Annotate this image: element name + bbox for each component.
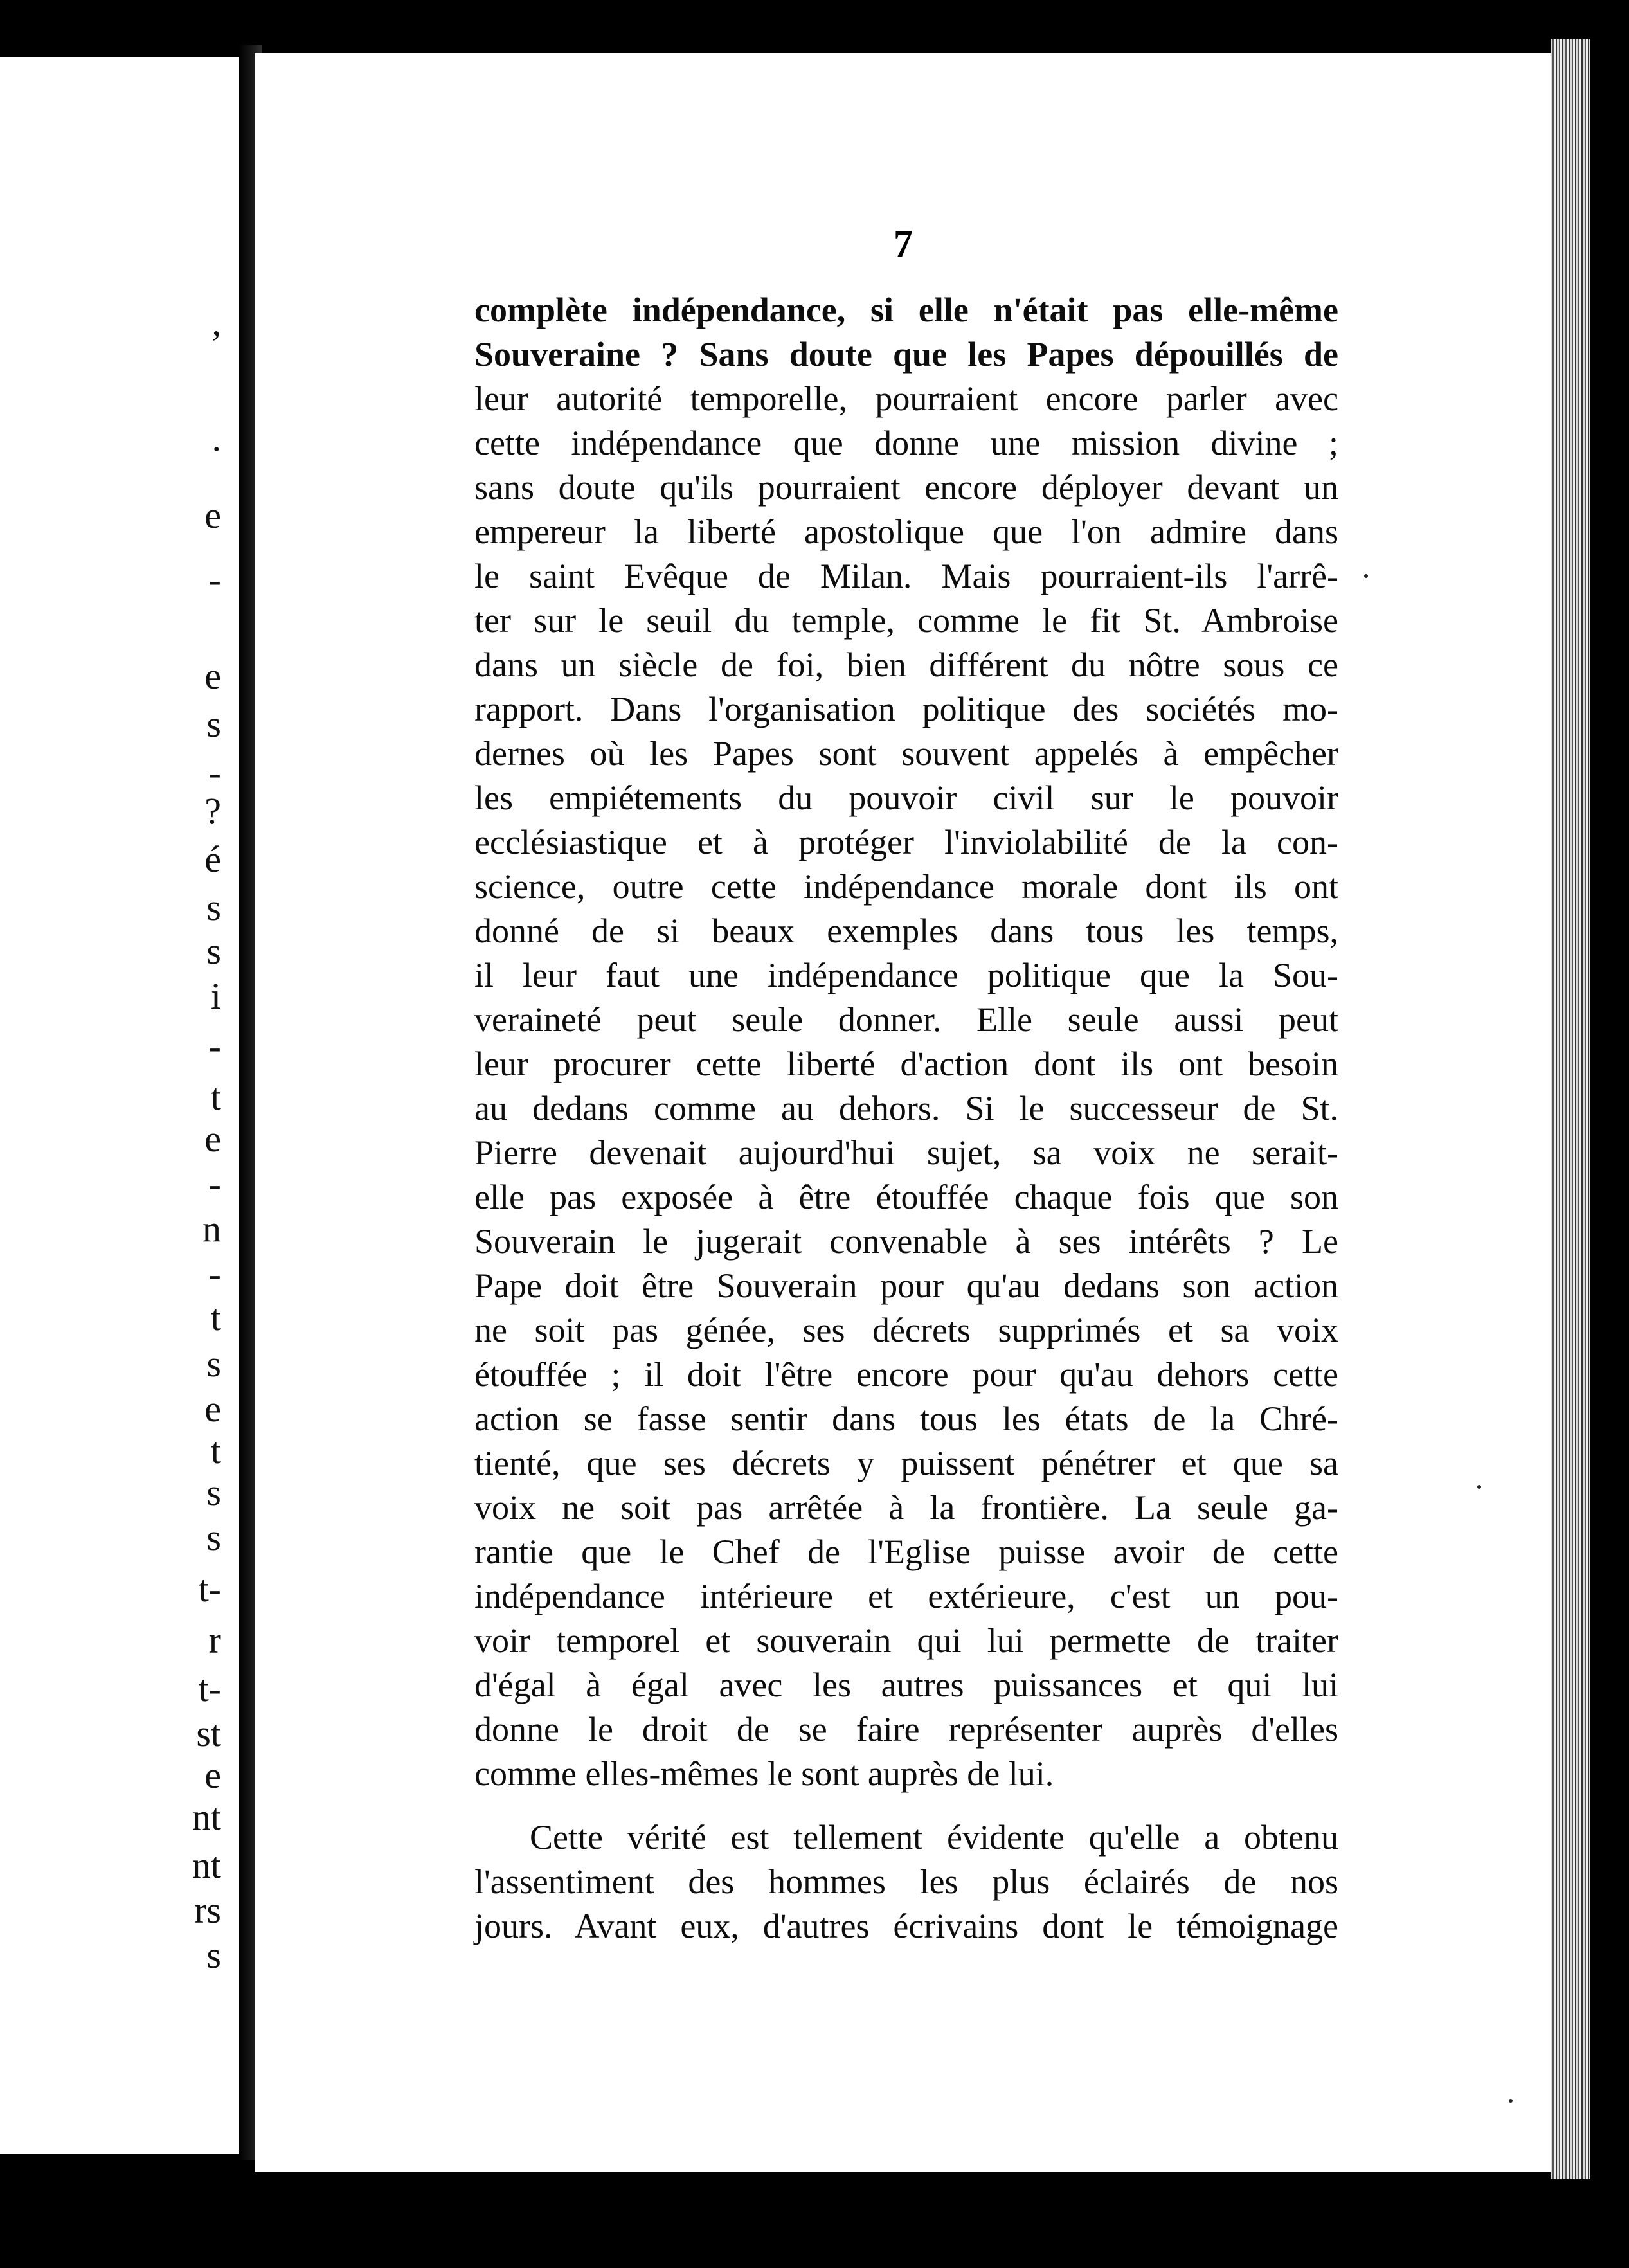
text-line: ecclésiastique et à protéger l'inviolabilité de la con- xyxy=(474,823,1338,861)
text-line: sans doute qu'ils pourraient encore déployer devant un xyxy=(474,468,1338,507)
margin-fragment: nt xyxy=(192,1796,221,1838)
left-page xyxy=(0,57,239,2154)
margin-fragment: i xyxy=(210,975,221,1017)
margin-fragment: n xyxy=(203,1208,221,1250)
text-line: Cette vérité est tellement évidente qu'elle a obtenu xyxy=(530,1818,1338,1857)
text-line: ne soit pas génée, ses décrets supprimés et sa voix xyxy=(474,1311,1338,1349)
text-line: veraineté peut seule donner. Elle seule aussi peut xyxy=(474,1000,1338,1039)
scan-speck xyxy=(1477,1485,1481,1489)
margin-fragment: t xyxy=(210,1430,221,1472)
text-line: leur procurer cette liberté d'action dont ils ont besoin xyxy=(474,1045,1338,1083)
paragraph-gap xyxy=(474,1796,1338,1815)
margin-fragment: é xyxy=(204,838,221,880)
left-page-margin-fragments xyxy=(0,57,239,2154)
text-line: rapport. Dans l'organisation politique des sociétés mo- xyxy=(474,690,1338,728)
text-line: étouffée ; il doit l'être encore pour qu'au dehors cette xyxy=(474,1355,1338,1394)
body-text xyxy=(474,288,1338,1949)
text-line: science, outre cette indépendance morale dont ils ont xyxy=(474,867,1338,906)
margin-fragment: r xyxy=(208,1619,221,1661)
page-edges xyxy=(1551,39,1590,2179)
text-line: empereur la liberté apostolique que l'on admire dans xyxy=(474,512,1338,551)
text-line: voir temporel et souverain qui lui permette de traiter xyxy=(474,1621,1338,1660)
margin-fragment: - xyxy=(208,1253,221,1295)
margin-fragment: st xyxy=(196,1713,221,1754)
scan-speck xyxy=(1509,2099,1513,2103)
margin-fragment: t- xyxy=(198,1668,221,1709)
text-line: tienté, que ses décrets y puissent pénétrer et que sa xyxy=(474,1444,1338,1482)
text-line: action se fasse sentir dans tous les états de la Chré- xyxy=(474,1400,1338,1438)
text-line: l'assentiment des hommes les plus éclairés de nos xyxy=(474,1862,1338,1901)
text-line: rantie que le Chef de l'Eglise puisse avoir de cette xyxy=(474,1533,1338,1571)
margin-fragment: s xyxy=(206,930,221,972)
margin-fragment: e xyxy=(204,655,221,697)
text-line: au dedans comme au dehors. Si le successeur de St. xyxy=(474,1089,1338,1128)
text-line: comme elles-mêmes le sont auprès de lui. xyxy=(474,1754,1054,1793)
text-line: Pape doit être Souverain pour qu'au dedans son action xyxy=(474,1266,1338,1305)
margin-fragment: . xyxy=(212,417,221,459)
text-line: Souveraine ? Sans doute que les Papes dépouillés de xyxy=(474,335,1338,374)
scan-speck xyxy=(1364,574,1368,578)
text-line: il leur faut une indépendance politique que la Sou- xyxy=(474,956,1338,995)
margin-fragment: t- xyxy=(198,1568,221,1610)
text-line: d'égal à égal avec les autres puissances et qui lui xyxy=(474,1666,1338,1704)
margin-fragment: nt xyxy=(192,1844,221,1886)
margin-fragment: ? xyxy=(204,790,221,832)
text-line: dernes où les Papes sont souvent appelés à empêcher xyxy=(474,734,1338,773)
margin-fragment: s xyxy=(206,703,221,745)
margin-fragment: e xyxy=(204,494,221,536)
text-line: voix ne soit pas arrêtée à la frontière. La seule ga- xyxy=(474,1488,1338,1527)
text-line: ter sur le seuil du temple, comme le fit St. Ambroise xyxy=(474,601,1338,640)
text-line: Souverain le jugerait convenable à ses intérêts ? Le xyxy=(474,1222,1338,1261)
margin-fragment: s xyxy=(206,887,221,928)
margin-fragment: - xyxy=(208,1025,221,1067)
margin-fragment: s xyxy=(206,1934,221,1976)
margin-fragment: s xyxy=(206,1343,221,1385)
text-line: donné de si beaux exemples dans tous les temps, xyxy=(474,912,1338,950)
text-line: Pierre devenait aujourd'hui sujet, sa voix ne serait- xyxy=(474,1133,1338,1172)
text-line: cette indépendance que donne une mission divine ; xyxy=(474,424,1338,462)
paragraph-1 xyxy=(474,288,1338,1796)
text-line: dans un siècle de foi, bien différent du nôtre sous ce xyxy=(474,645,1338,684)
margin-fragment: s xyxy=(206,1472,221,1513)
margin-fragment: e xyxy=(204,1754,221,1796)
margin-fragment: s xyxy=(206,1516,221,1558)
text-line: le saint Evêque de Milan. Mais pourraient-ils l'arrê- xyxy=(474,557,1338,595)
text-line: complète indépendance, si elle n'était pas elle-même xyxy=(474,291,1338,329)
margin-fragment: t xyxy=(210,1297,221,1338)
text-line: leur autorité temporelle, pourraient encore parler avec xyxy=(474,379,1338,418)
text-line: les empiétements du pouvoir civil sur le pouvoir xyxy=(474,779,1338,817)
margin-fragment: - xyxy=(208,559,221,600)
margin-fragment: - xyxy=(208,1163,221,1205)
page-number: 7 xyxy=(894,222,913,265)
text-line: jours. Avant eux, d'autres écrivains dont le témoignage xyxy=(474,1907,1338,1945)
margin-fragment: t xyxy=(210,1076,221,1118)
margin-fragment: - xyxy=(208,752,221,793)
margin-fragment: rs xyxy=(194,1889,221,1931)
margin-fragment: e xyxy=(204,1388,221,1430)
text-line: elle pas exposée à être étouffée chaque fois que son xyxy=(474,1178,1338,1216)
paragraph-2 xyxy=(474,1815,1338,1949)
margin-fragment: , xyxy=(212,302,221,343)
text-line: indépendance intérieure et extérieure, c'est un pou- xyxy=(474,1577,1338,1616)
margin-fragment: e xyxy=(204,1118,221,1160)
text-line: donne le droit de se faire représenter auprès d'elles xyxy=(474,1710,1338,1749)
